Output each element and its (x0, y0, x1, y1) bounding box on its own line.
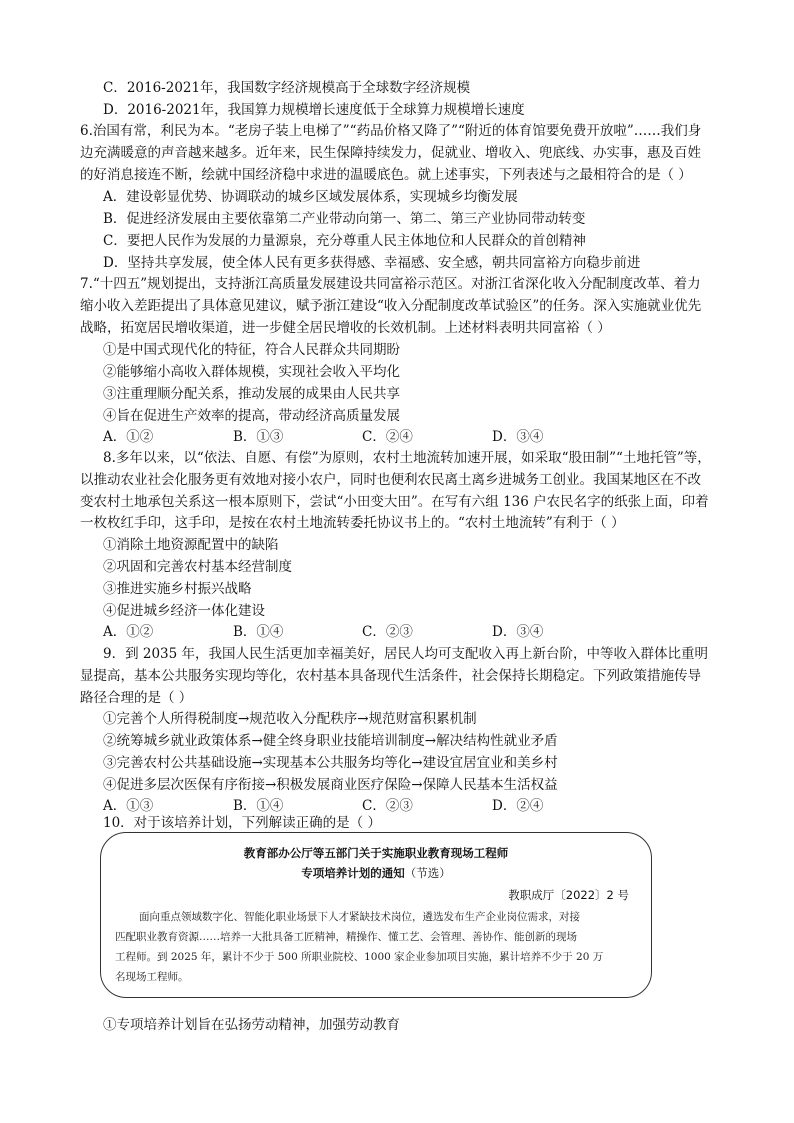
notice-title-line2 (101, 865, 651, 881)
q9-stem-line: 显提高，基本公共服务实现均等化，农村基本具备现代生活条件，社会保持长期稳定。下列政策措施传导 (80, 668, 701, 684)
notice-body-line: 匹配职业教育资源……培养一大批具备工匠精神，精操作、懂工艺、会管理、善协作、能创新的现场 (115, 931, 577, 943)
notice-body-line: 面向重点领域数字化、智能化职业场景下人才紧缺技术岗位，遴选发布生产企业岗位需求，对接 (139, 911, 580, 923)
q9-item-1: ①完善个人所得税制度→规范收入分配秩序→规范财富积累机制 (103, 711, 477, 727)
q8-stem-line: 变农村土地承包关系这一根本原则下，尝试“小田变大田”。在写有六组 136 户农民名字的纸张上面，印着 (80, 494, 709, 510)
q6-stem-line: 边充满暖意的声音越来越多。近年来，民生保障持续发力，促就业、增收入、兜底线、办实事，惠及百姓 (80, 145, 701, 161)
q9-item-4: ④促进多层次医保有序衔接→积极发展商业医疗保险→保障人民基本生活权益 (103, 777, 558, 793)
q7-choice-b: B．①③ (233, 429, 284, 445)
q9-stem-line: 9．到 2035 年，我国人民生活更加幸福美好，居民人均可支配收入再上新台阶，中等收入群体比重明 (103, 646, 709, 662)
q7-stem-line: 7.“十四五”规划提出，支持浙江高质量发展建设共同富裕示范区。对浙江省深化收入分配制度改革、着力 (80, 276, 701, 292)
q6-option-c: C．要把人民作为发展的力量源泉，充分尊重人民主体地位和人民群众的首创精神 (103, 233, 586, 249)
q9-item-3: ③完善农村公共基础设施→实现基本公共服务均等化→建设宜居宜业和美乡村 (103, 755, 558, 771)
q7-item-3: ③注重理顺分配关系，推动发展的成果由人民共享 (103, 386, 400, 402)
q7-choice-c: C．②④ (362, 429, 413, 445)
q9-choice-b: B．①④ (233, 798, 284, 814)
q8-item-4: ④促进城乡经济一体化建设 (103, 603, 265, 619)
q7-item-2: ②能够缩小高收入群体规模，实现社会收入平均化 (103, 364, 400, 380)
q8-item-2: ②巩固和完善农村基本经营制度 (103, 559, 292, 575)
notice-doc-number: 教职成厅〔2022〕2 号 (508, 888, 629, 902)
notice-box (100, 832, 652, 998)
q5-option-d: D．2016-2021年，我国算力规模增长速度低于全球算力规模增长速度 (103, 102, 525, 118)
q7-choice-d: D．③④ (492, 429, 544, 445)
q8-choice-a: A．①② (103, 624, 154, 640)
q8-stem-line: 一枚枚红手印，这手印，是按在农村土地流转委托协议书上的。“农村土地流转”有利于（ ） (80, 515, 625, 531)
q9-choice-d: D．②④ (492, 798, 544, 814)
q7-choice-a: A．①② (103, 429, 154, 445)
q6-option-d: D．坚持共享发展，使全体人民有更多获得感、幸福感、安全感，朝共同富裕方向稳步前进 (103, 255, 641, 271)
notice-body-line: 工程师。到 2025 年，累计不少于 500 所职业院校、1000 家企业参加项目实施，累计培养不少于 20 万 (115, 951, 604, 963)
notice-title-note: （节选） (404, 866, 451, 880)
q8-choice-c: C．②③ (362, 624, 413, 640)
q8-item-1: ①消除土地资源配置中的缺陷 (103, 537, 279, 553)
q9-stem-line: 路径合理的是（ ） (80, 690, 193, 706)
q7-item-1: ①是中国式现代化的特征，符合人民群众共同期盼 (103, 342, 400, 358)
q8-choice-b: B．①④ (233, 624, 284, 640)
q8-choice-d: D．③④ (492, 624, 544, 640)
q9-choice-c: C．②③ (362, 798, 413, 814)
q6-option-b: B．促进经济发展由主要依靠第二产业带动向第一、第二、第三产业协同带动转变 (103, 211, 586, 227)
notice-title-main: 专项培养计划的通知 (301, 866, 405, 880)
q10-item-1: ①专项培养计划旨在弘扬劳动精神，加强劳动教育 (103, 1017, 400, 1033)
q9-choice-a: A．①③ (103, 798, 154, 814)
notice-title-line1: 教育部办公厅等五部门关于实施职业教育现场工程师 (243, 846, 509, 860)
q8-stem-line: 以推动农业社会化服务更有效地对接小农户，同时也便利农民离土离乡进城务工创业。我国某地区在不改 (80, 472, 701, 488)
q7-stem-line: 缩小收入差距提出了具体意见建议，赋予浙江建设“收入分配制度改革试验区”的任务。深入实施就业优先 (80, 298, 702, 314)
q7-stem-line: 战略，拓宽居民增收渠道，进一步健全居民增收的长效机制。上述材料表明共同富裕（ ） (80, 320, 611, 336)
q10-stem: 10．对于该培养计划，下列解读正确的是（ ） (103, 815, 381, 831)
notice-body-line: 名现场工程师。 (115, 971, 189, 983)
q7-item-4: ④旨在促进生产效率的提高，带动经济高质量发展 (103, 408, 400, 424)
q8-stem-line: 8.多年以来，以“依法、自愿、有偿”为原则，农村土地流转加速开展，如采取“股田制”“土地托管”等， (103, 450, 711, 466)
q6-option-a: A．建设彰显优势、协调联动的城乡区域发展体系，实现城乡均衡发展 (103, 189, 518, 205)
q6-stem-line: 6.治国有常，利民为本。“老房子装上电梯了”“药品价格又降了”“附近的体育馆要免费开放啦”……我们身 (80, 123, 702, 139)
q9-item-2: ②统筹城乡就业政策体系→健全终身职业技能培训制度→解决结构性就业矛盾 (103, 733, 558, 749)
q5-option-c: C．2016-2021年，我国数字经济规模高于全球数字经济规模 (103, 80, 471, 96)
q8-item-3: ③推进实施乡村振兴战略 (103, 581, 252, 597)
q6-stem-line: 的好消息接连不断，绘就中国经济稳中求进的温暖底色。就上述事实，下列表述与之最相符合的是（ ） (80, 167, 692, 183)
